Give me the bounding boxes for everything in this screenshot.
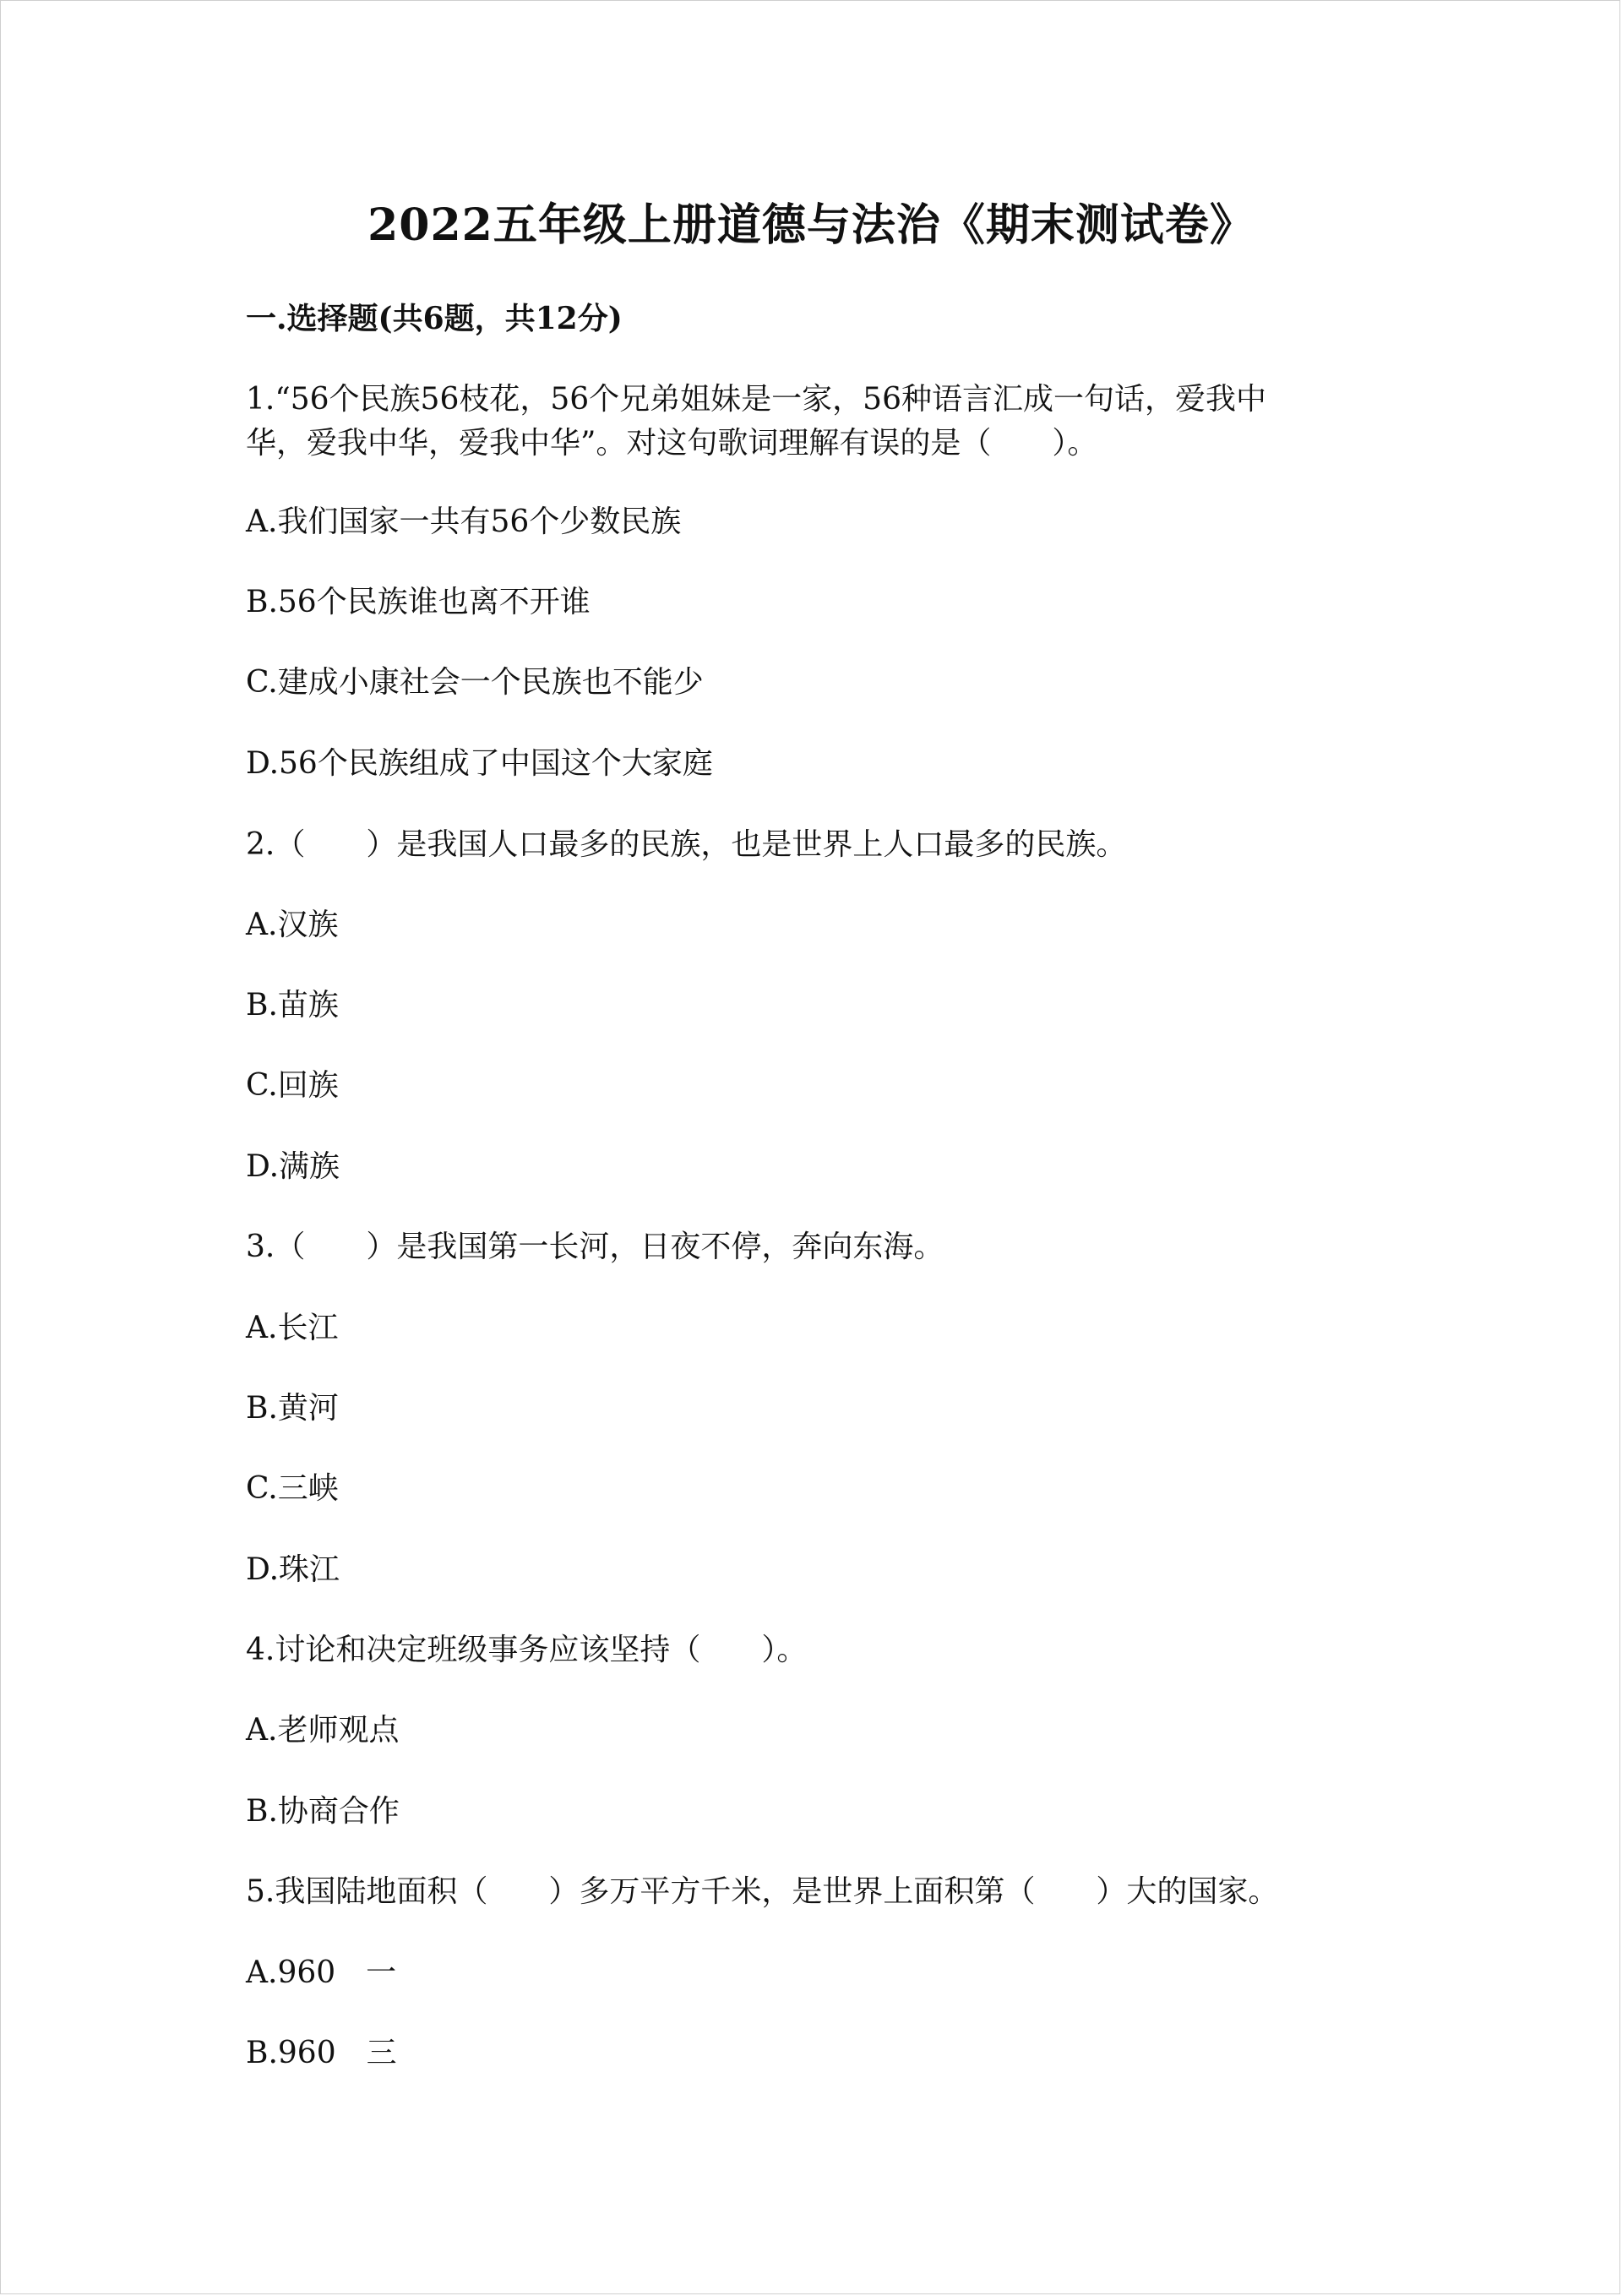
page-title: 2022五年级上册道德与法治《期末测试卷》 (367, 199, 1255, 251)
question-1-option-a: A.我们国家一共有56个少数民族 (246, 504, 682, 539)
question-4-option-a: A.老师观点 (246, 1713, 400, 1748)
question-3-stem: 3.（ ）是我国第一长河，日夜不停，奔向东海。 (246, 1230, 944, 1264)
question-2-option-b: B.苗族 (246, 988, 339, 1023)
question-3-option-a: A.长江 (246, 1311, 339, 1345)
question-2-option-d: D.满族 (246, 1149, 340, 1184)
section-heading: 一.选择题(共6题，共12分) (246, 301, 623, 336)
question-3-option-c: C.三峡 (246, 1471, 339, 1506)
question-1-option-c: C.建成小康社会一个民族也不能少 (246, 665, 704, 700)
question-5-stem: 5.我国陆地面积（ ）多万平方千米，是世界上面积第（ ）大的国家。 (246, 1874, 1279, 1909)
question-3-option-d: D.珠江 (246, 1552, 340, 1587)
question-1-option-d: D.56个民族组成了中国这个大家庭 (246, 746, 713, 781)
question-2-stem: 2.（ ）是我国人口最多的民族，也是世界上人口最多的民族。 (246, 827, 1127, 862)
question-1-option-b: B.56个民族谁也离不开谁 (246, 585, 591, 619)
question-5-option-b: B.960 三 (246, 2036, 397, 2070)
question-5-option-a: A.960 一 (246, 1955, 397, 1990)
question-4-stem: 4.讨论和决定班级事务应该坚持（ ）。 (246, 1633, 808, 1667)
question-1-stem-line-2: 华，爱我中华，爱我中华”。对这句歌词理解有误的是（ ）。 (246, 426, 1098, 461)
question-2-option-a: A.汉族 (246, 908, 339, 942)
question-2-option-c: C.回族 (246, 1068, 339, 1103)
question-1-stem-line-1: 1.“56个民族56枝花，56个兄弟姐妹是一家，56种语言汇成一句话，爱我中 (246, 382, 1266, 417)
question-4-option-b: B.协商合作 (246, 1794, 400, 1829)
question-3-option-b: B.黄河 (246, 1391, 339, 1426)
